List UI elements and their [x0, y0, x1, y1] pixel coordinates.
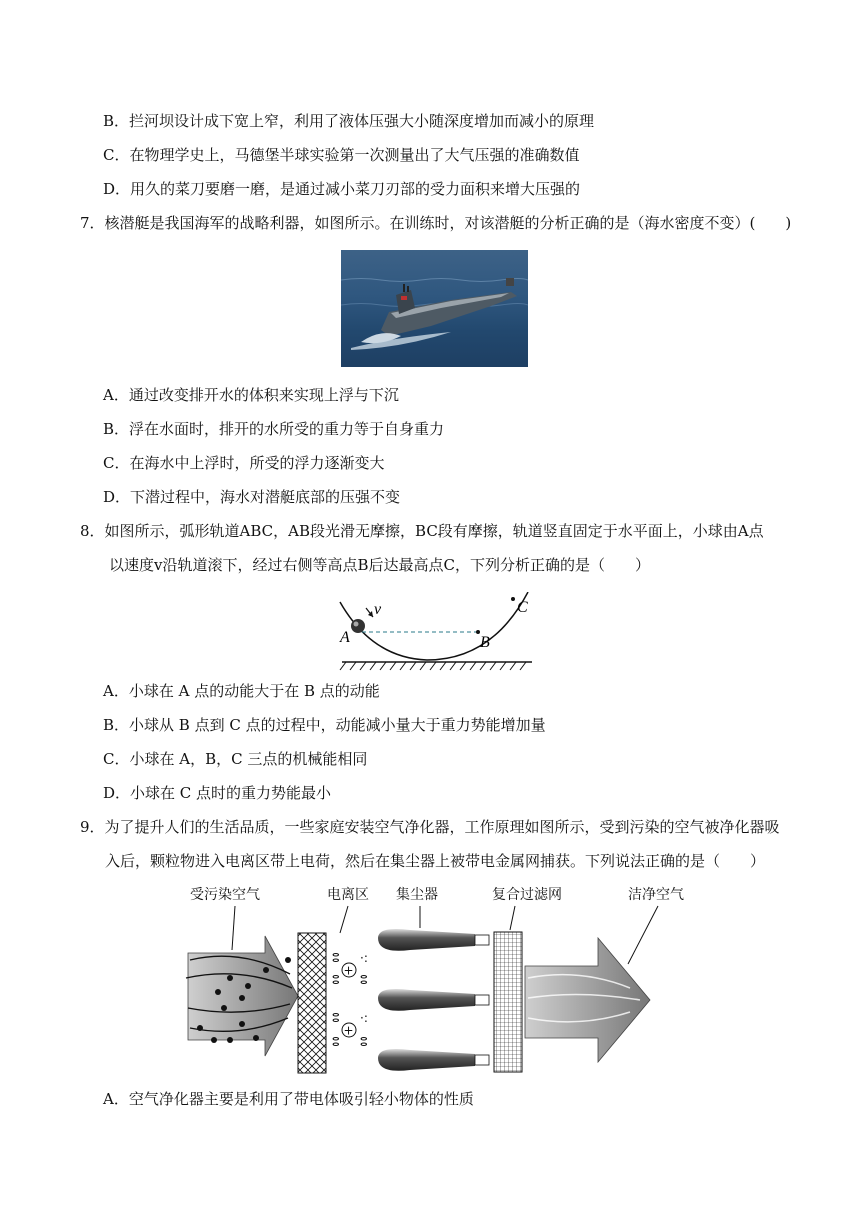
label-b: B [480, 634, 490, 651]
svg-text:ⵓ: ⵓ [332, 1011, 340, 1025]
q7-option-a: A．通过改变排开水的体积来实现上浮与下沉 [103, 386, 399, 404]
svg-text:ⵓ: ⵓ [360, 1035, 368, 1049]
label-polluted-air: 受污染空气 [190, 887, 260, 903]
svg-text:ⵓ: ⵓ [332, 973, 340, 987]
q8-option-c: C．小球在 A，B，C 三点的机械能相同 [103, 750, 368, 768]
label-a: A [340, 629, 350, 646]
q6-option-c: C．在物理学史上，马德堡半球实验第一次测量出了大气压强的准确数值 [103, 146, 580, 164]
ionizer-mesh [298, 933, 326, 1073]
q9-stem-line2: 入后，颗粒物进入电离区带上电荷，然后在集尘器上被带电金属网捕获。下列说法正确的是（ ） [105, 852, 766, 870]
q9-stem-line1: 9．为了提升人们的生活品质，一些家庭安装空气净化器，工作原理如图所示，受到污染的空气被净化器吸 [80, 818, 780, 836]
q6-option-d: D．用久的菜刀要磨一磨，是通过减小菜刀刃部的受力面积来增大压强的 [103, 180, 581, 198]
arc-track [340, 592, 528, 660]
submarine-photo [341, 250, 528, 367]
label-ionization-zone: 电离区 [327, 887, 369, 903]
label-c: C [517, 599, 528, 616]
label-v: v [374, 601, 382, 618]
label-dust-collector: 集尘器 [396, 887, 438, 903]
q7-option-b: B．浮在水面时，排开的水所受的重力等于自身重力 [103, 420, 445, 438]
svg-text:·:: ·: [360, 1011, 368, 1025]
ball [351, 619, 365, 633]
label-composite-filter: 复合过滤网 [492, 887, 562, 903]
air-purifier-diagram [180, 878, 700, 1078]
svg-text:ⵓ: ⵓ [332, 951, 340, 965]
q8-option-b: B．小球从 B 点到 C 点的过程中，动能减小量大于重力势能增加量 [103, 716, 546, 734]
dust-collectors [378, 929, 489, 1071]
composite-filter-mesh [494, 932, 522, 1072]
q7-option-d: D．下潜过程中，海水对潜艇底部的压强不变 [103, 488, 401, 506]
svg-text:·:: ·: [360, 951, 368, 965]
q6-option-b: B．拦河坝设计成下宽上窄，利用了液体压强大小随深度增加而减小的原理 [103, 112, 595, 130]
outlet-arrow [525, 938, 650, 1062]
submarine-illustration [341, 250, 528, 367]
q7-stem: 7．核潜艇是我国海军的战略利器，如图所示。在训练时，对该潜艇的分析正确的是（海水密度不变）( ) [80, 214, 792, 232]
label-clean-air: 洁净空气 [628, 887, 684, 903]
q7-option-c: C．在海水中上浮时，所受的浮力逐渐变大 [103, 454, 385, 472]
svg-text:ⵓ: ⵓ [360, 973, 368, 987]
q8-option-d: D．小球在 C 点时的重力势能最小 [103, 784, 332, 802]
svg-text:ⵓ: ⵓ [332, 1035, 340, 1049]
q8-option-a: A．小球在 A 点的动能大于在 B 点的动能 [103, 682, 380, 700]
track-diagram [332, 592, 542, 672]
q9-option-a: A．空气净化器主要是利用了带电体吸引轻小物体的性质 [103, 1090, 474, 1108]
svg-text:+: + [343, 963, 354, 978]
q8-stem-line2: 以速度v沿轨道滚下，经过右侧等高点B后达最高点C，下列分析正确的是（ ） [109, 556, 650, 574]
svg-text:+: + [343, 1023, 354, 1038]
q8-stem-line1: 8．如图所示，弧形轨道ABC，AB段光滑无摩擦，BC段有摩擦，轨道竖直固定于水平面上，小球由A点 [80, 522, 764, 540]
